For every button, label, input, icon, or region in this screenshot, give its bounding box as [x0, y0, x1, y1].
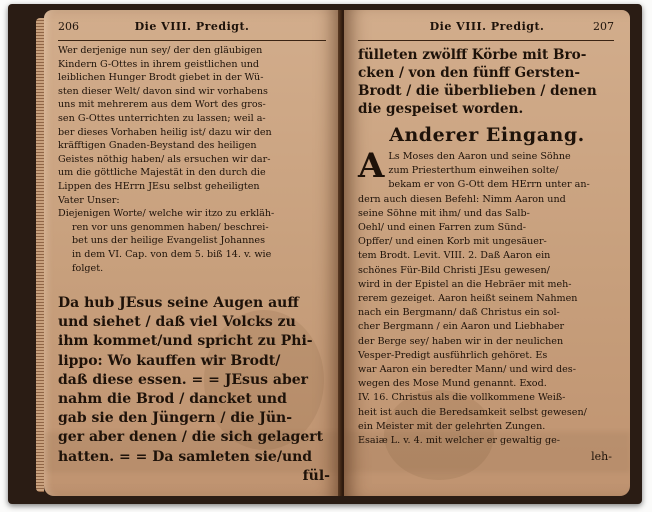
text-line: rerem gezeiget. Aaron heißt seinem Nahmen — [358, 293, 578, 305]
left-page — [44, 10, 340, 496]
text-line: sten dieser Welt/ davon sind wir vorhabens — [58, 85, 268, 97]
text-line: Oehl/ und einen Farren zum Sünd- — [358, 222, 526, 234]
text-line: Ls Moses den Aaron und seine Söhne — [388, 151, 571, 162]
text-line: war Aaron ein beredter Mann/ und wird des- — [358, 364, 576, 376]
text-line: Da hub JEsus seine Augen auff — [58, 295, 299, 311]
text-line: IV. 16. Christus als die vollkommene Weiß- — [358, 392, 566, 404]
text-line: folget. — [72, 262, 104, 274]
text-line: daß diese essen. = = JEsus aber — [58, 371, 309, 388]
text-line: wird in der Epistel an die Hebräer mit meh- — [358, 278, 572, 290]
text-line: nahm die Brod / dancket und — [58, 391, 287, 408]
section-heading: Anderer Eingang. — [389, 124, 585, 146]
right-running-title: Die VIII. Predigt. — [429, 20, 545, 33]
drop-cap: A — [358, 146, 385, 186]
text-line: und siehet / daß viel Volcks zu — [58, 314, 296, 331]
text-line: Diejenigen Worte/ welche wir itzo zu erkläh- — [58, 208, 275, 220]
text-line: ein Meister mit der gelehrten Zungen. — [358, 420, 546, 432]
text-line: fülleten zwölff Körbe mit Bro- — [358, 47, 587, 63]
text-line: cher Bergmann / ein Aaron und Liebhaber — [358, 321, 565, 333]
text-line: Kindern G-Ottes in ihrem geistlichen und — [58, 58, 260, 70]
text-line: uns mit mehrerem aus dem Wort des gros- — [58, 99, 266, 111]
text-line: Esaiæ L. v. 4. mit welcher er gewaltig ge- — [358, 435, 561, 447]
text-line: seine Söhne mit ihm/ und das Salb- — [358, 207, 530, 219]
text-line: nach ein Bergmann/ daß Christus ein sol- — [358, 307, 560, 319]
left-small-text-block — [58, 44, 330, 275]
text-line: hatten. = = Da samleten sie/und — [58, 448, 313, 465]
text-line: dern auch diesen Befehl: Nimm Aaron und — [358, 193, 566, 205]
left-large-text-block — [58, 294, 330, 486]
text-line: ihm kommet/und spricht zu Phi- — [58, 333, 313, 350]
left-running-title: Die VIII. Predigt. — [134, 20, 250, 33]
left-header-rule — [58, 40, 326, 41]
text-line: schönes Für-Bild Christi JEsu gewesen/ — [358, 264, 550, 276]
catchword: fül- — [302, 467, 330, 484]
catchword: leh- — [591, 450, 612, 463]
right-header-rule — [358, 40, 614, 41]
text-line: cken / von den fünff Gersten- — [358, 65, 581, 81]
page-edges — [36, 18, 44, 492]
text-line: in dem VI. Cap. von dem 5. biß 14. v. wie — [72, 248, 272, 260]
text-line: bekam er von G-Ott dem HErrn unter an- — [388, 179, 590, 191]
text-line: Vater Unser: — [58, 194, 120, 206]
left-header — [44, 20, 340, 38]
text-line: Geistes nöthig haben/ als ersuchen wir dar- — [58, 153, 271, 165]
text-line: Opffer/ und einen Korb mit ungesäuer- — [358, 236, 547, 248]
text-line: gab sie den Jüngern / die Jün- — [58, 410, 293, 427]
text-line: Brodt / die überblieben / denen — [358, 83, 597, 99]
text-line: sen G-Ottes unterrichten zu lassen; weil a- — [58, 112, 266, 124]
text-line: ber dieses Vorhaben heilig ist/ dazu wir den — [58, 126, 272, 138]
text-line: die gespeiset worden. — [358, 101, 524, 117]
text-line: Wer derjenige nun sey/ der den gläubigen — [58, 45, 263, 56]
text-line: Vesper-Predigt ausführlich gehöret. Es — [358, 349, 548, 361]
text-line: ren vor uns genommen haben/ beschrei- — [72, 221, 269, 233]
right-page-number: 207 — [593, 20, 614, 33]
text-line: der Berge sey/ haben wir in der neulichen — [358, 335, 564, 347]
text-line: kräfftigen Gnaden-Beystand des heiligen — [58, 140, 257, 152]
right-header — [344, 20, 630, 38]
text-line: zum Priesterthum einweihen solte/ — [388, 165, 559, 177]
text-line: leiblichen Hunger Brodt giebet in der Wü- — [58, 72, 264, 84]
text-line: tem Brodt. Levit. VIII. 2. Daß Aaron ein — [358, 250, 551, 262]
right-page — [344, 10, 630, 496]
text-line: bet uns der heilige Evangelist Johannes — [72, 235, 266, 247]
left-page-number: 206 — [58, 20, 79, 33]
text-line: um die göttliche Majestät in den durch die — [58, 167, 266, 179]
text-line: wegen des Mose Mund genannt. Exod. — [358, 378, 547, 390]
right-large-text-block — [358, 46, 620, 118]
text-line: heit ist auch die Beredsamkeit selbst gewesen/ — [358, 406, 587, 418]
text-line: ger aber denen / die sich gelagert — [58, 429, 324, 446]
text-line: lippo: Wo kauffen wir Brodt/ — [58, 352, 281, 369]
right-small-text-block — [358, 146, 620, 448]
text-line: Lippen des HErrn JEsu selbst geheiligten — [58, 180, 260, 192]
